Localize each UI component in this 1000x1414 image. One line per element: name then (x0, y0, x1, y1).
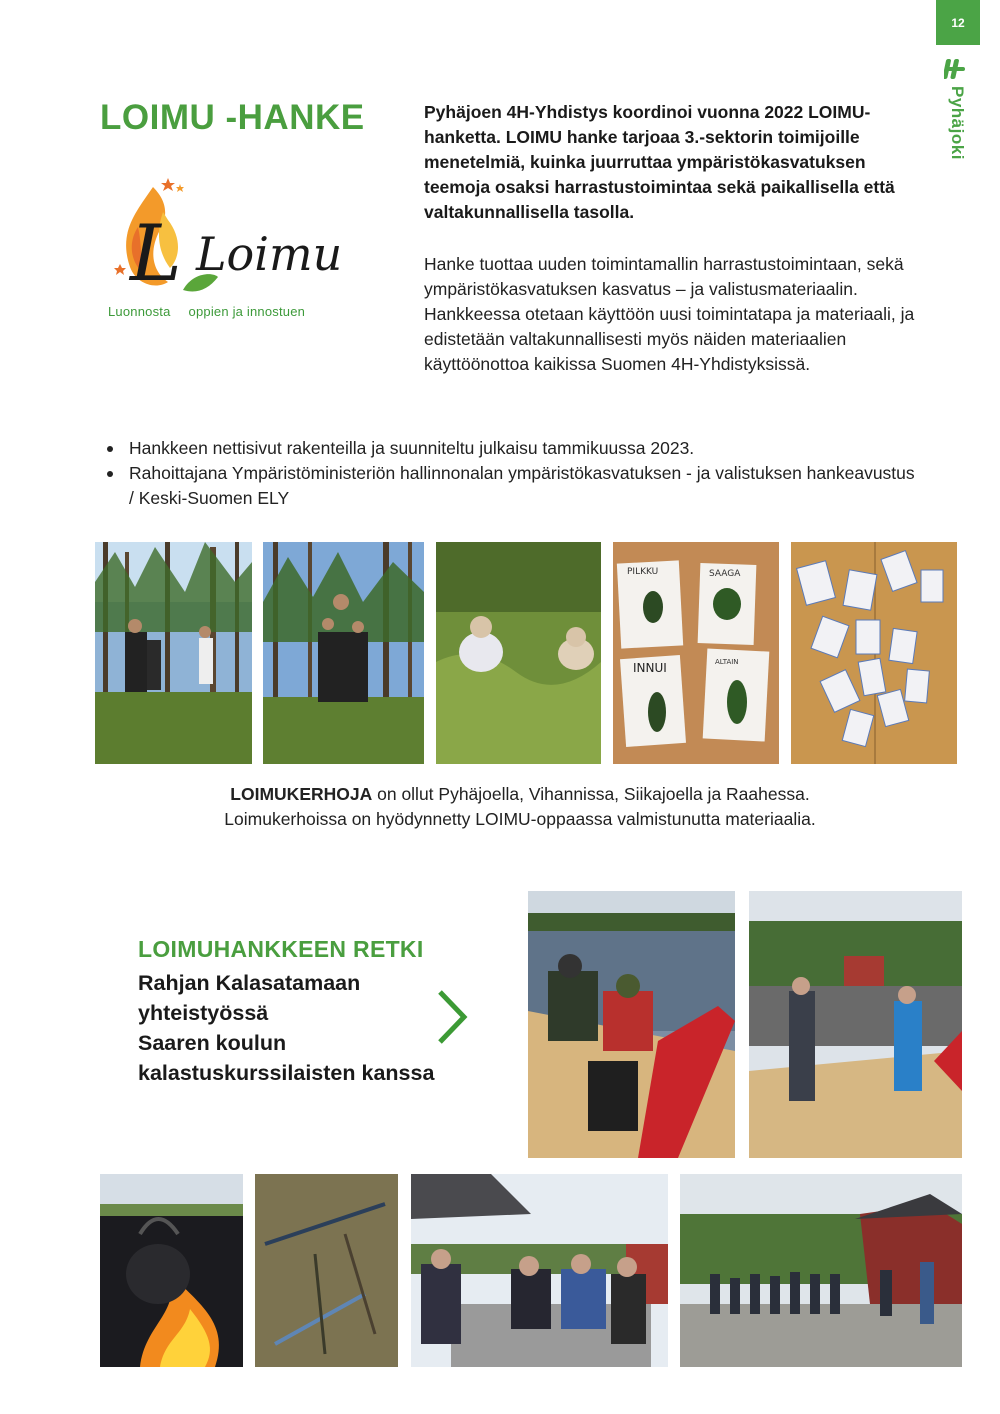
trip-line: kalastuskurssilaisten kanssa (138, 1061, 435, 1085)
photo-plant-cards (613, 542, 779, 764)
logo-script-word: Loimu (196, 227, 343, 281)
photo-forest-kids-1 (95, 542, 252, 764)
trip-line: Rahjan Kalasatamaan (138, 971, 361, 995)
trip-description (138, 968, 438, 1088)
photo-kayak-pier (528, 891, 735, 1158)
logo-tagline-left: Luonnosta (108, 304, 171, 319)
photo-ground-sticks (255, 1174, 398, 1367)
photo-forest-kids-2 (263, 542, 424, 764)
loimu-logo (108, 172, 363, 322)
brand-name: Pyhäjoki (948, 86, 967, 160)
chevron-right-icon (434, 988, 470, 1046)
photo-group-on-dock (749, 891, 962, 1158)
photo-quiz-cards (791, 542, 957, 764)
photo-kettle-fire (100, 1174, 243, 1367)
photo-group-outdoor (680, 1174, 962, 1367)
card-label-3: INNUI (633, 661, 667, 675)
logo-tagline-right: oppien ja innostuen (188, 304, 306, 319)
logo-tagline (108, 304, 363, 319)
trip-title: LOIMUHANKKEEN RETKI (138, 936, 424, 962)
card-label-2: SAAGA (709, 569, 741, 579)
page-number: 12 (936, 0, 980, 45)
intro-bold-paragraph: Pyhäjoen 4H-Yhdistys koordinoi vuonna 2022 LOIMU-hanketta. LOIMU hanke tarjoaa 3.-sektorin toimijoille menetelmiä, kuinka juurruttaa ympäristökasvatuksen teemoja osaksi harrastustoimintaa sekä paikallisella että valtakunnallisella tasolla. (424, 102, 895, 222)
card-label-4: ALTAIN (715, 658, 739, 666)
caption-line-1-rest: on ollut Pyhäjoella, Vihannissa, Siikajoella ja Raahessa. (372, 784, 810, 804)
caption-line-2: Loimukerhoissa on hyödynnetty LOIMU-oppaassa valmistunutta materiaalia. (224, 809, 816, 829)
bullet-item: Rahoittajana Ympäristöministeriön hallinnonalan ympäristökasvatuksen - ja valistuksen hankeavustus / Keski-Suomen ELY (104, 461, 924, 511)
clubs-caption (100, 782, 940, 832)
loimu-flame-logo-icon (108, 172, 363, 302)
clover-4h-icon (944, 56, 970, 82)
brand-4h-pyhajoki (940, 56, 974, 186)
caption-line-1 (100, 782, 940, 807)
caption-bold: LOIMUKERHOJA (230, 784, 373, 804)
intro-body-paragraph: Hanke tuottaa uuden toimintamallin harrastustoimintaan, sekä ympäristökasvatuksen kasvatus – ja valistusmateriaalin. Hankkeessa otetaan käyttöön uusi toimintatapa ja materiaali, ja edistetään valtakunnallisesti myös näiden materiaalien käyttöönottoa kaikissa Suomen 4H-Yhdistyksissä. (424, 254, 915, 374)
page-title: LOIMU -HANKE (100, 98, 365, 137)
bullet-list (104, 436, 924, 511)
bullet-item: Hankkeen nettisivut rakenteilla ja suunniteltu julkaisu tammikuussa 2023. (104, 436, 924, 461)
trip-line: yhteistyössä (138, 1001, 269, 1025)
trip-line: Saaren koulun (138, 1031, 287, 1055)
photo-kids-in-grass (436, 542, 601, 764)
card-label-1: PILKKU (627, 567, 659, 577)
logo-script-L: L (130, 209, 182, 299)
photo-table-group (411, 1174, 668, 1367)
